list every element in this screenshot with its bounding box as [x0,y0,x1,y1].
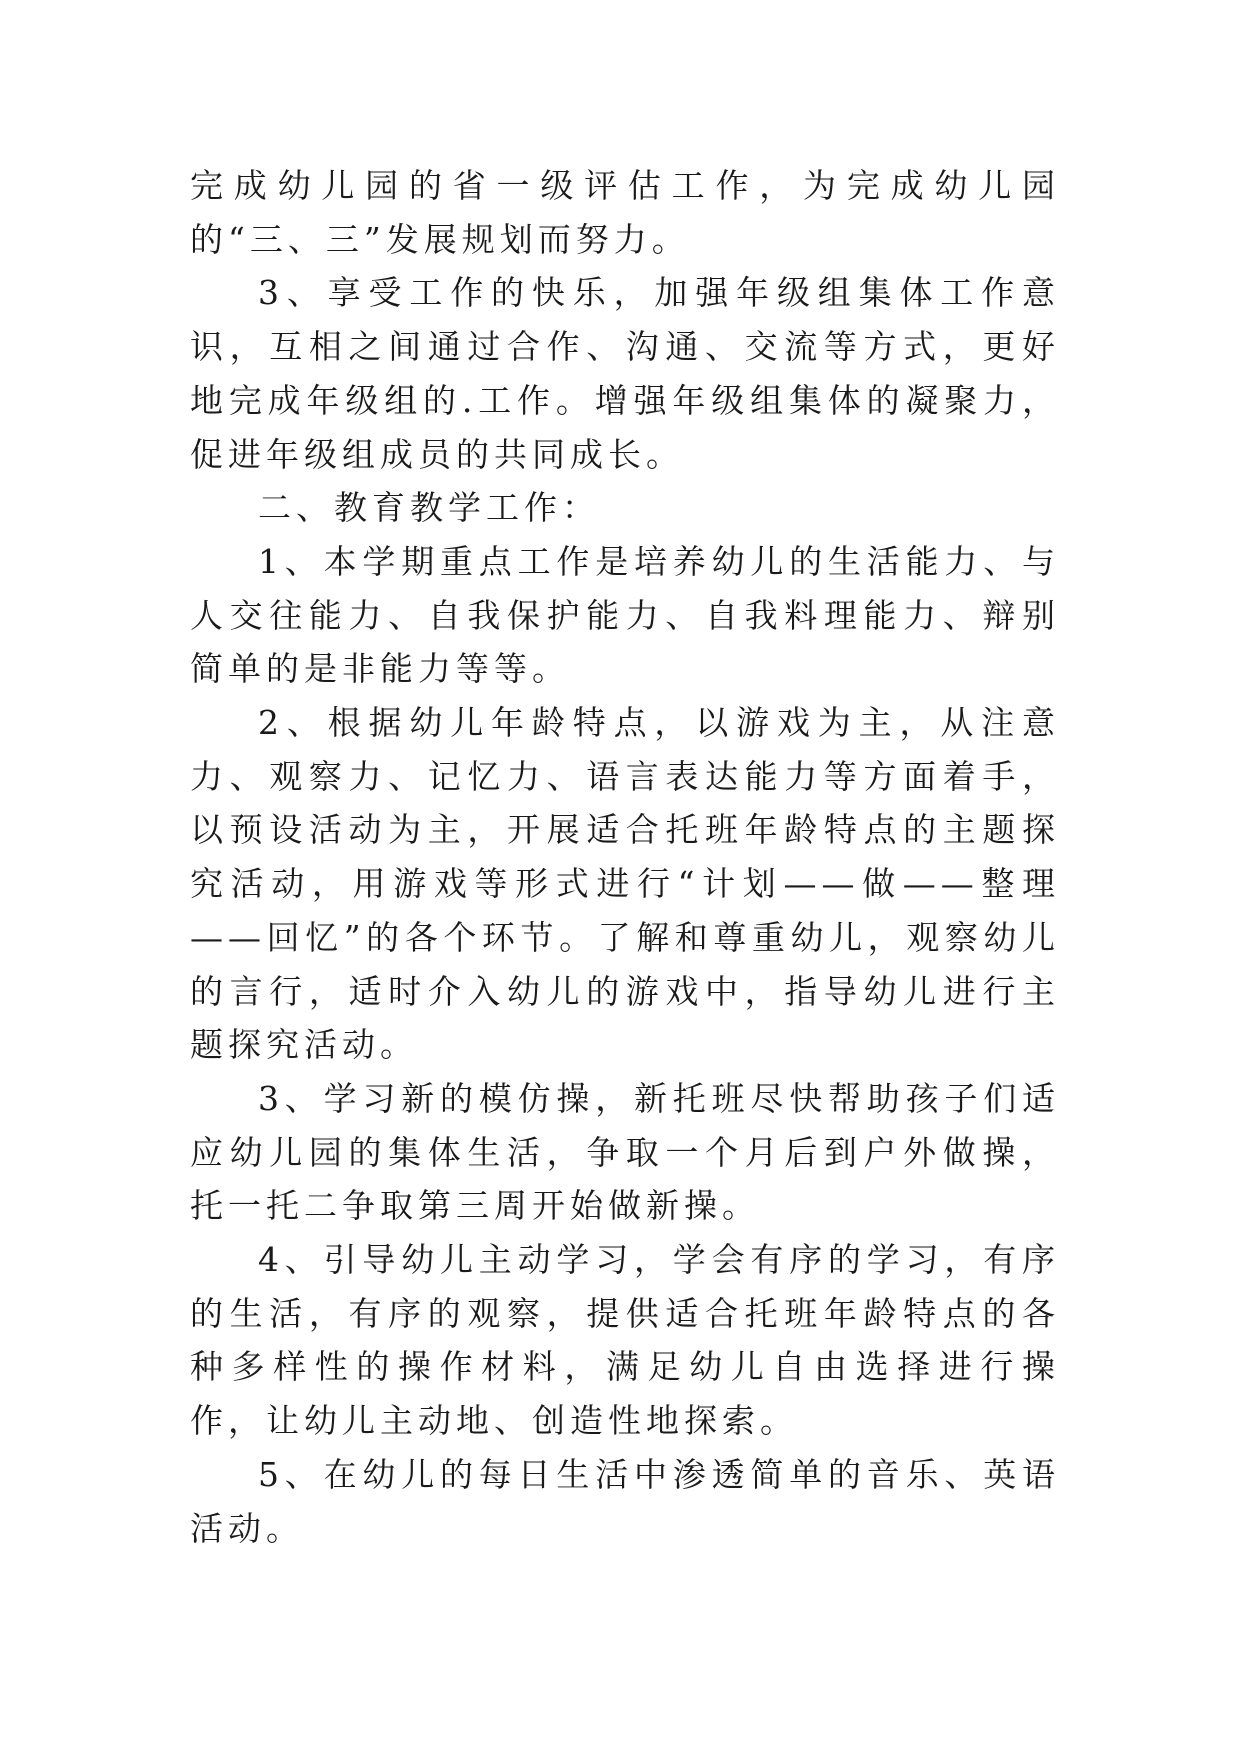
paragraph-item-4: 4、引导幼儿主动学习，学会有序的学习，有序的生活，有序的观察，提供适合托班年龄特点的各种多样性的操作材料，满足幼儿自由选择进行操作，让幼儿主动地、创造性地探索。 [190,1240,1060,1441]
section-heading-teaching: 二、教育教学工作： [258,488,600,528]
paragraph-item-5: 5、在幼儿的每日生活中渗透简单的音乐、英语活动。 [190,1454,1060,1548]
document-body [190,159,1060,1555]
paragraph-evaluation-goal: 完成幼儿园的省一级评估工作，为完成幼儿园的“三、三”发展规划而努力。 [190,166,1060,259]
paragraph-teamwork: 3、享受工作的快乐，加强年级组集体工作意识，互相之间通过合作、沟通、交流等方式，更好地完成年级组的.工作。增强年级组集体的凝聚力，促进年级组成员的共同成长。 [190,273,1060,474]
paragraph-item-3: 3、学习新的模仿操，新托班尽快帮助孩子们适应幼儿园的集体生活，争取一个月后到户外做操，托一托二争取第三周开始做新操。 [190,1078,1060,1226]
paragraph-item-1: 1、本学期重点工作是培养幼儿的生活能力、与人交往能力、自我保护能力、自我料理能力、辩别简单的是非能力等等。 [190,541,1060,689]
paragraph-item-2: 2、根据幼儿年龄特点，以游戏为主，从注意力、观察力、记忆力、语言表达能力等方面着手，以预设活动为主，开展适合托班年龄特点的主题探究活动，用游戏等形式进行“计划——做——整理——回忆”的各个环节。了解和尊重幼儿，观察幼儿的言行，适时介入幼儿的游戏中，指导幼儿进行主题探究活动。 [190,703,1060,1065]
